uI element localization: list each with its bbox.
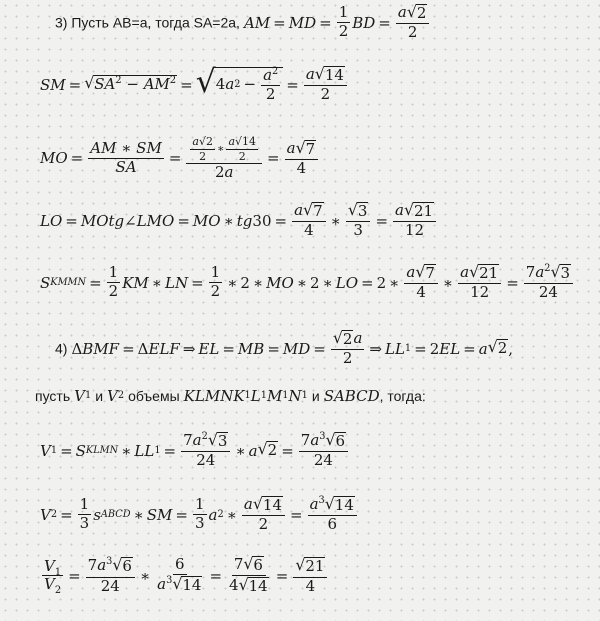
step4-label: 4) <box>55 340 68 357</box>
volumes-intro: пусть V 1 и V 2 объемы KLMNK 1 L 1 M 1 N 1 и SABCD , тогда: <box>35 387 426 405</box>
step3-line <box>55 4 600 41</box>
formula-mo: MO = $\frac{AM ∗ SM}{SA}$ = $\frac{a√2}{2}$ ∗ $\frac{a√14}{2}$ 2a = a √ 7 4 <box>40 136 600 181</box>
step3-intro-text: 3) Пусть AB=a, тогда SA=2a, <box>55 14 240 31</box>
formula-v2: V 2 = $\frac{1}{3}$ s ABCD ∗ SM = $\frac{1}{3}$ a 2 ∗ a √ 14 2 = $a^3$ √ 14 6 <box>40 496 600 533</box>
formula-area: S KMMN = $\frac{1}{2}$ KM ∗ LN = $\frac{1}{2}$ ∗ 2 ∗ MO ∗ 2 ∗ LO = 2 ∗ a √ 7 4 ∗ a √ 21 12 = $7a^2$ √ 3 24 <box>40 264 600 301</box>
formula-am-md: AM = MD = $\frac{1}{2}$ BD = a √ 2 2 <box>244 4 431 41</box>
formula-v1: V 1 = S KLMN ∗ LL 1 = $7a^2$ √ 3 24 ∗ a √ 2 = $7a^3$ √ 6 24 <box>40 432 600 469</box>
formula-ratio: $\frac{V_1}{V_2}$ = $7a^3$ √ 6 24 ∗ 6 $a^3$ √ 14 = 7 √ 6 4 √ 14 = √ 21 4 <box>40 556 600 596</box>
step4-line: 4) Δ BMF = Δ ELF ⇒ EL = MB = MD = √ 2 a 2 ⇒ LL 1 = 2 EL = a √ 2 , <box>55 328 514 368</box>
formula-sm: SM = √ $SA^2 - AM^2$ = √ 4 a 2 − $\frac{a^2}{2}$ = a √ 14 2 <box>40 66 600 103</box>
formula-lo: LO = MOtg ∠ LMO = MO ∗ tg 30 = a √ 7 4 ∗ √ 3 3 = a √ 21 12 <box>40 202 600 239</box>
